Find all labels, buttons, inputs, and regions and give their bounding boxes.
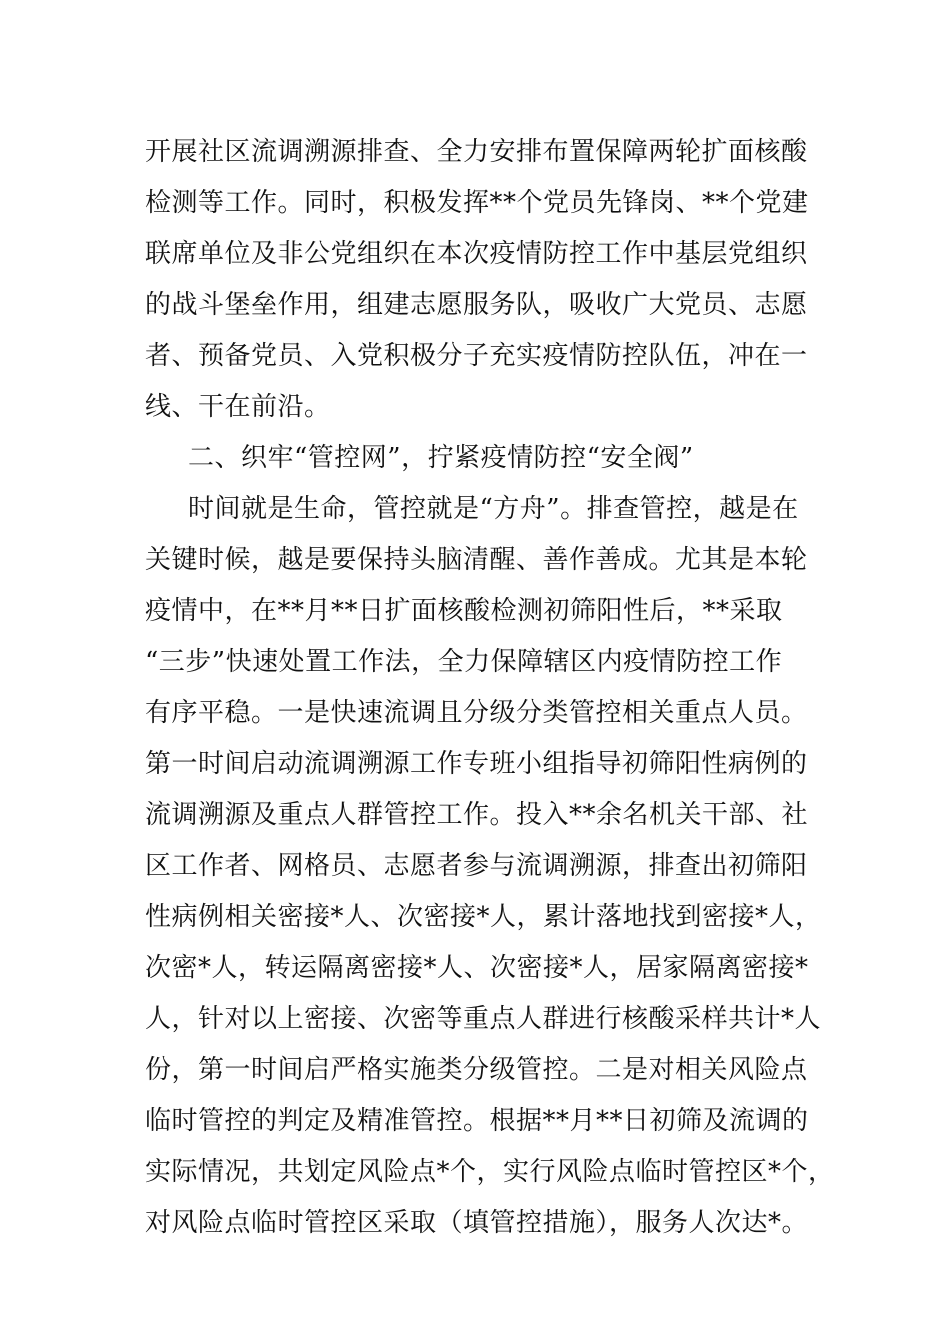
text-line: 第一时间启动流调溯源工作专班小组指导初筛阳性病例的 [145, 749, 808, 779]
text-line: 流调溯源及重点人群管控工作。投入**余名机关干部、社 [145, 800, 809, 830]
text-line: 疫情中，在**月**日扩面核酸检测初筛阳性后，**采取 [145, 596, 783, 626]
text-line: 关键时候，越是要保持头脑清醒、善作善成。尤其是本轮 [145, 545, 808, 575]
text-line: 区工作者、网格员、志愿者参与流调溯源，排查出初筛阳 [145, 851, 808, 881]
text-line: 次密*人，转运隔离密接*人、次密接*人，居家隔离密接* [145, 953, 809, 983]
text-line: 实际情况，共划定风险点*个，实行风险点临时管控区*个， [145, 1157, 835, 1187]
text-line: 有序平稳。一是快速流调且分级分类管控相关重点人员。 [145, 698, 808, 728]
text-line: 时间就是生命，管控就是“方舟”。排查管控，越是在 [188, 494, 799, 524]
text-line: 人，针对以上密接、次密等重点人群进行核酸采样共计*人 [145, 1004, 822, 1034]
text-line: 开展社区流调溯源排查、全力安排布置保障两轮扩面核酸 [145, 137, 808, 167]
section-heading: 二、织牢“管控网”，拧紧疫情防控“安全阀” [188, 443, 694, 473]
text-line: 对风险点临时管控区采取（填管控措施），服务人次达*。 [145, 1208, 809, 1238]
text-line: 临时管控的判定及精准管控。根据**月**日初筛及流调的 [145, 1106, 809, 1136]
text-line: 的战斗堡垒作用，组建志愿服务队，吸收广大党员、志愿 [145, 290, 808, 320]
text-line: 份，第一时间启严格实施类分级管控。二是对相关风险点 [145, 1055, 808, 1085]
text-line: 性病例相关密接*人、次密接*人，累计落地找到密接*人， [145, 902, 822, 932]
text-line: 检测等工作。同时，积极发挥**个党员先锋岗、**个党建 [145, 188, 809, 218]
text-line: 联席单位及非公党组织在本次疫情防控工作中基层党组织 [145, 239, 808, 269]
text-line: 线、干在前沿。 [145, 392, 331, 422]
text-line: “三步”快速处置工作法，全力保障辖区内疫情防控工作 [145, 647, 783, 677]
text-line: 者、预备党员、入党积极分子充实疫情防控队伍，冲在一 [145, 341, 808, 371]
